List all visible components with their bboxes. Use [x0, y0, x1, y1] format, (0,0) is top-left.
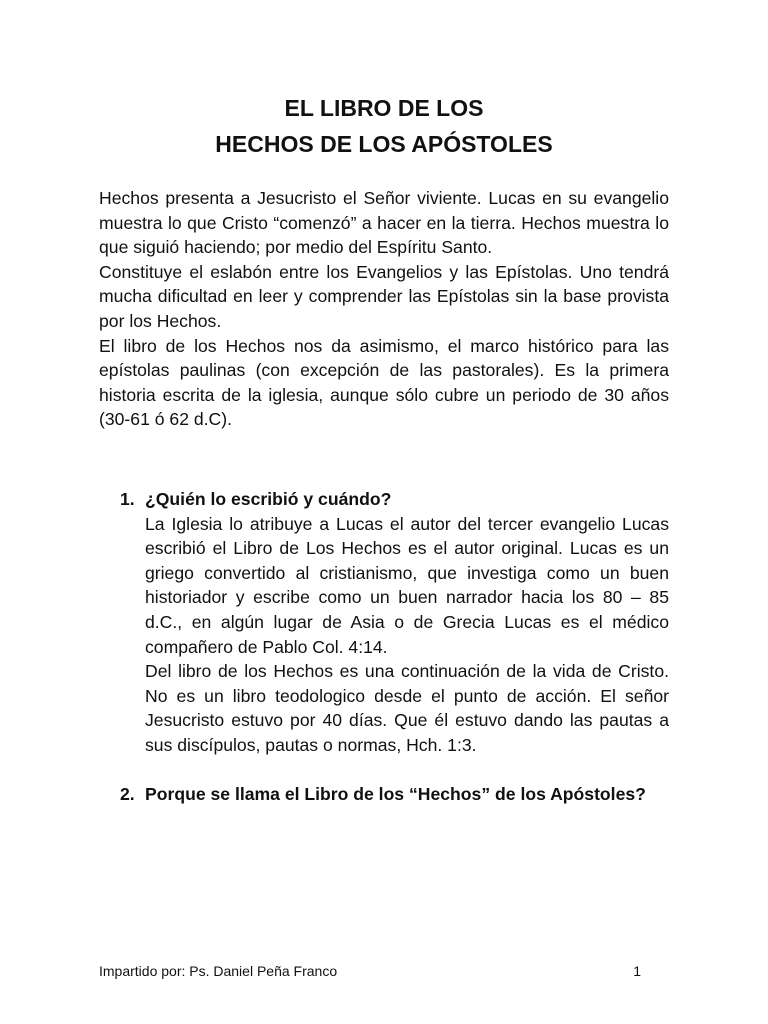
footer-page-number: 1 — [633, 963, 641, 979]
intro-paragraph-3: El libro de los Hechos nos da asimismo, el marco histórico para las epístolas paulinas (con excepción de las pastorales). Es la primera historia escrita de la iglesia, aunque sólo cubre un periodo de 30 años (30-61 ó 62 d.C). — [99, 335, 669, 430]
list-item-2 — [120, 782, 669, 807]
section-1-paragraph-2: Del libro de los Hechos es una continuación de la vida de Cristo. No es un libro teodologico desde el punto de acción. El señor Jesucristo estuvo por 40 días. Que él estuvo dando las pautas a sus discípulos, pautas o normas, Hch. 1:3. — [145, 661, 669, 755]
intro-section — [99, 186, 669, 432]
section-1-paragraph-1: La Iglesia lo atribuye a Lucas el autor del tercer evangelio Lucas escribió el Libro de Los Hechos es el autor original. Lucas es un griego convertido al cristianismo, que investiga como un buen historiador y escribe como un buen narrador hacia los 80 – 85 d.C., en algún lugar de Asia o de Grecia Lucas es el médico compañero de Pablo Col. 4:14. — [145, 513, 669, 657]
title-line-1: EL LIBRO DE LOS — [284, 95, 484, 121]
intro-paragraph-1: Hechos presenta a Jesucristo el Señor viviente. Lucas en su evangelio muestra lo que Cristo “comenzó” a hacer en la tierra. Hechos muestra lo que siguió haciendo; por medio del Espíritu Santo. — [99, 188, 669, 258]
list-item-body — [145, 512, 669, 758]
list-item-number: 2. — [120, 784, 135, 805]
footer-author: Impartido por: Ps. Daniel Peña Franco — [99, 963, 338, 979]
list-item-heading: ¿Quién lo escribió y cuándo? — [145, 489, 392, 509]
title-line-2: HECHOS DE LOS APÓSTOLES — [215, 131, 553, 157]
numbered-list — [120, 487, 669, 807]
list-item-1 — [120, 487, 669, 758]
document-title — [0, 90, 768, 162]
list-item-number: 1. — [120, 489, 135, 509]
intro-paragraph-2: Constituye el eslabón entre los Evangelios y las Epístolas. Uno tendrá mucha dificultad en leer y comprender las Epístolas sin la base provista por los Hechos. — [99, 261, 669, 331]
list-item-heading: Porque se llama el Libro de los “Hechos” de los Apóstoles? — [145, 784, 646, 805]
